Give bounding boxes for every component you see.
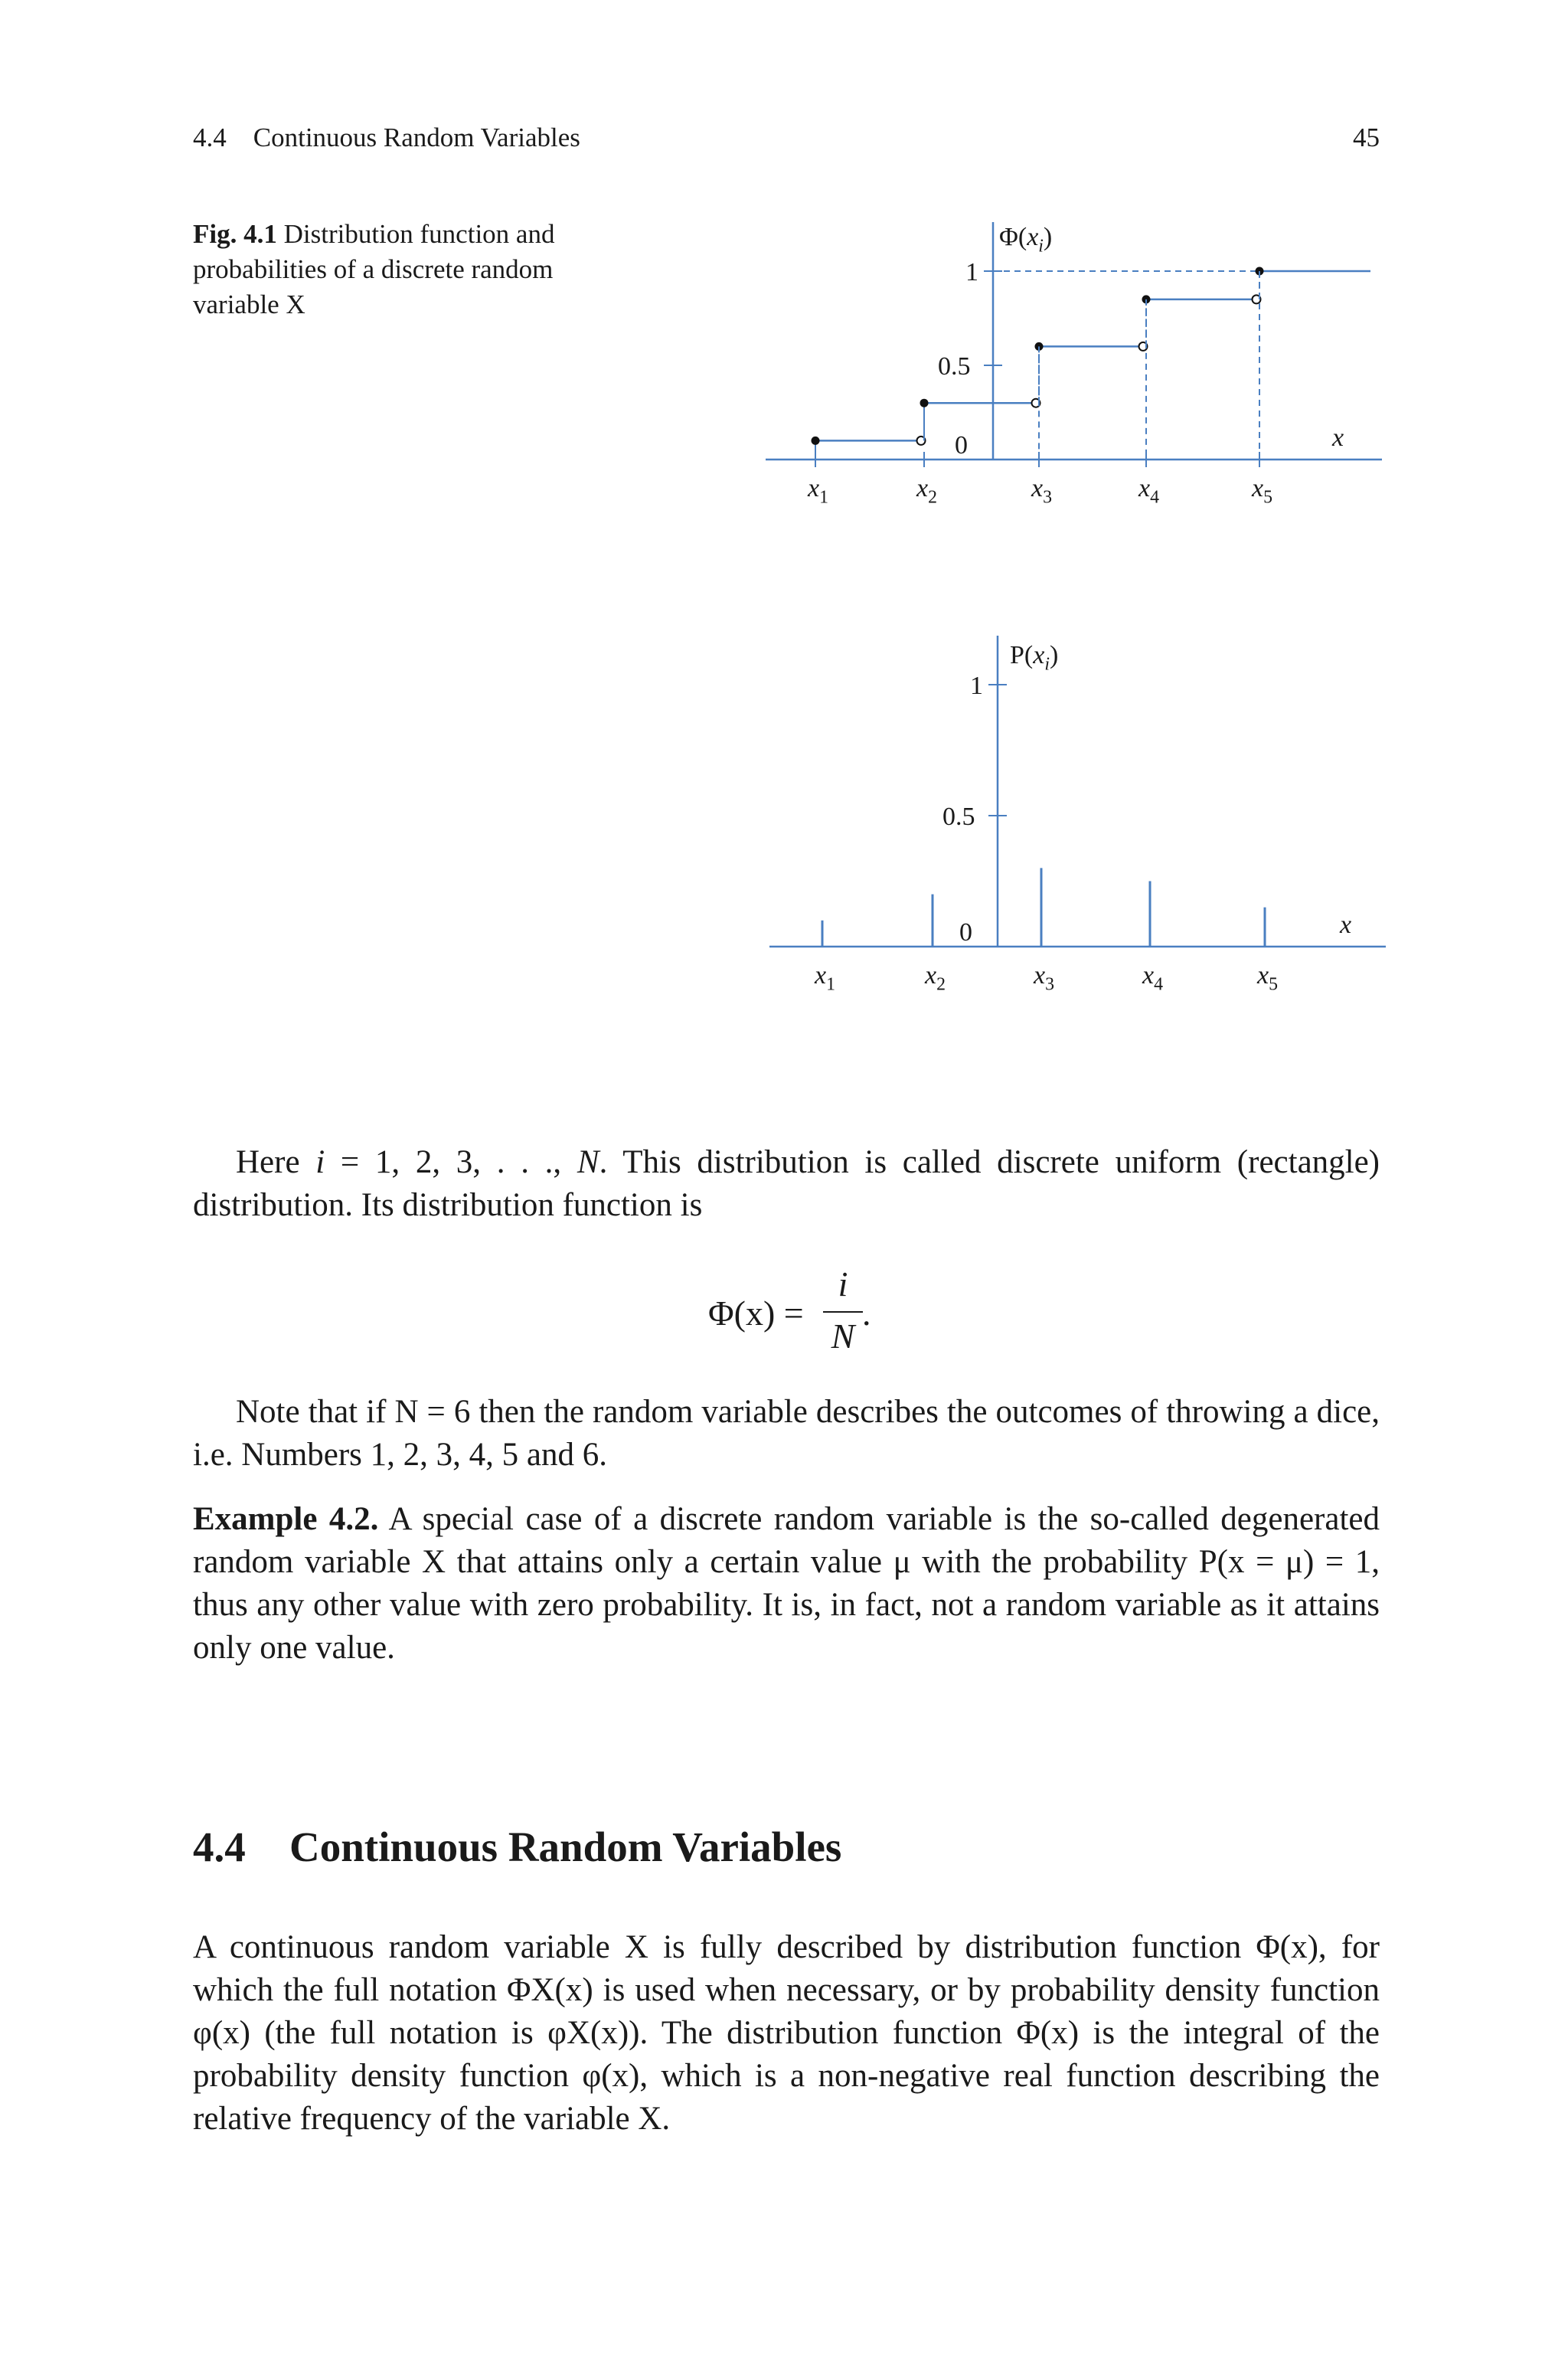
section-title: Continuous Random Variables <box>289 1824 842 1870</box>
figure-caption-label: Fig. 4.1 <box>193 219 277 249</box>
para3-text: A continuous random variable X is fully described by distribution function Φ(x), for which the full notation ΦX(x) is used when necessary, or by probability density function φ(x) (the full notation is φX(x)). The distribution function Φ(x) is the integral of the probability density function φ(x), which is a non-negative real function describing the relative frequency of the variable X. <box>193 1929 1380 2137</box>
formula-end: . <box>862 1294 871 1333</box>
para1-b: = 1, 2, 3, . . ., <box>325 1144 577 1180</box>
bottom-y-tick-label-zero: 0 <box>959 918 972 947</box>
para1-a: Here <box>236 1144 316 1180</box>
figure-caption <box>193 217 560 322</box>
top-x-tick-label: $x_4$ <box>1138 474 1159 508</box>
bottom-y-tick-label: 0.5 <box>942 803 975 831</box>
para1-N: N <box>577 1144 599 1180</box>
example-label: Example 4.2. <box>193 1501 379 1537</box>
bottom-x-tick-label: $x_4$ <box>1142 961 1163 995</box>
top-x-tick-label: $x_2$ <box>916 474 937 508</box>
top-y-tick-label: 0.5 <box>938 352 971 381</box>
top-x-label: x <box>1332 424 1344 452</box>
paragraph-continuous <box>193 1926 1380 2141</box>
example-text: A special case of a discrete random variable is the so-called degenerated random variable X that attains only a certain value μ with the probability P(x = μ) = 1, thus any other value with zero probability. It is, in fact, not a random variable as it attains only one value. <box>193 1501 1380 1666</box>
example-4-2 <box>193 1498 1380 1670</box>
formula-lhs: Φ(x) = <box>708 1294 804 1333</box>
top-y-tick-label: 1 <box>965 258 978 286</box>
formula-denominator: N <box>831 1317 855 1356</box>
para1-c: . This distribution is called discrete uniform (rectangle) distribution. Its distribution function is <box>193 1144 1380 1223</box>
bottom-x-tick-label: $x_3$ <box>1034 961 1054 995</box>
section-number: 4.4 <box>193 1824 246 1870</box>
paragraph-intro <box>193 1141 1380 1227</box>
top-x-tick-label: $x_3$ <box>1031 474 1052 508</box>
top-y-label: $\Phi(x_i)$ <box>999 223 1053 257</box>
bottom-y-tick-label: 1 <box>970 672 983 700</box>
fraction-bar <box>823 1311 863 1313</box>
figure-4-1 <box>743 207 1401 1011</box>
figure-caption-text: Distribution function and probabilities of a discrete random variable X <box>193 219 555 319</box>
formula-numerator: i <box>838 1264 848 1303</box>
top-y-tick-label-zero: 0 <box>955 431 968 460</box>
figure-svg <box>743 207 1401 1011</box>
para1-i: i <box>315 1144 325 1180</box>
paragraph-dice-note <box>193 1391 1380 1477</box>
page-number: 45 <box>1353 123 1380 152</box>
running-head-section: 4.4 Continuous Random Variables <box>193 123 580 152</box>
bottom-x-tick-label: $x_5$ <box>1257 961 1278 995</box>
bottom-x-tick-label: $x_2$ <box>925 961 946 995</box>
section-heading <box>193 1823 841 1871</box>
top-step-closed-point <box>812 437 820 445</box>
top-step-closed-point <box>920 399 929 407</box>
top-x-tick-label: $x_5$ <box>1252 474 1272 508</box>
top-x-tick-label: $x_1$ <box>808 474 828 508</box>
bottom-x-label: x <box>1340 911 1352 939</box>
para2-text: Note that if N = 6 then the random variable describes the outcomes of throwing a dice, i.e. Numbers 1, 2, 3, 4, 5 and 6. <box>193 1394 1380 1473</box>
running-head <box>193 123 1380 161</box>
formula-distribution-function <box>0 1264 1568 1356</box>
bottom-x-tick-label: $x_1$ <box>815 961 835 995</box>
bottom-y-label: $P(x_i)$ <box>1010 641 1059 675</box>
formula-fraction <box>823 1264 863 1356</box>
